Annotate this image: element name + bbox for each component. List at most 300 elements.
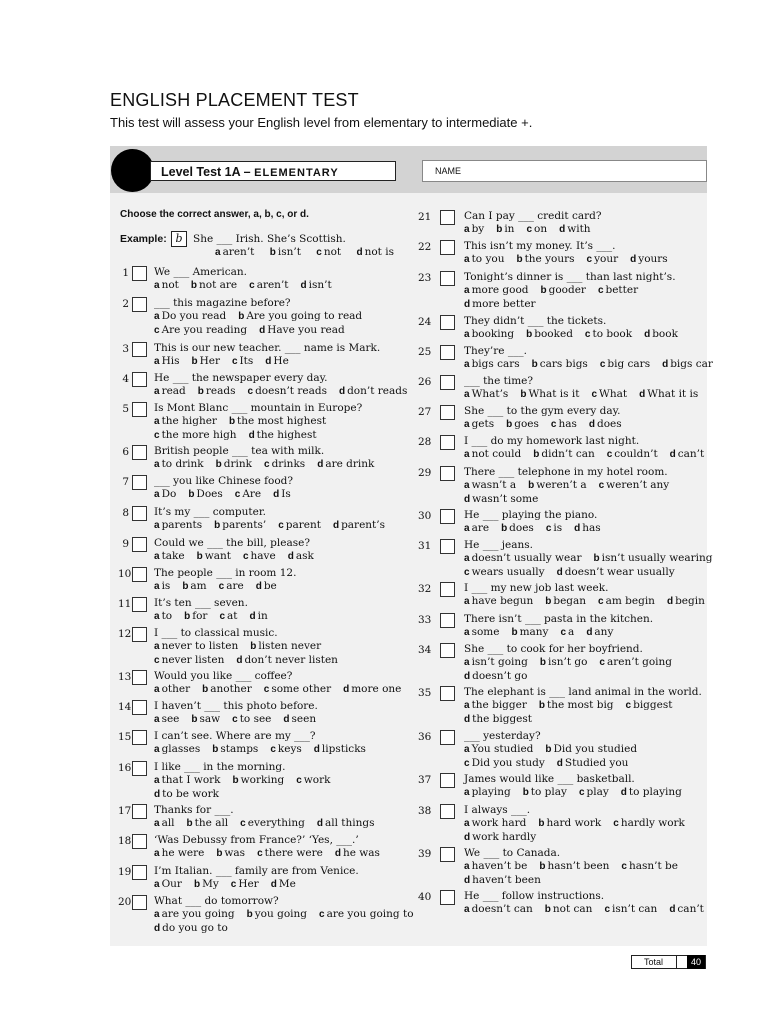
option-b[interactable]: b stamps (212, 743, 259, 755)
option-c[interactable]: c everything (240, 817, 305, 829)
option-a[interactable]: a read (154, 385, 186, 397)
option-text: are (226, 580, 244, 592)
option-a[interactable]: a by (464, 223, 485, 235)
answer-checkbox[interactable] (440, 405, 455, 420)
option-b[interactable]: b Did you studied (545, 743, 638, 755)
option-a[interactable]: a some (464, 626, 500, 638)
option-b[interactable]: b you going (246, 908, 307, 920)
option-a[interactable]: a to drink (154, 458, 204, 470)
option-text: Does (196, 488, 223, 500)
option-b[interactable]: b reads (197, 385, 236, 397)
option-a[interactable]: a Do you read (154, 310, 227, 322)
option-a[interactable]: a are (464, 522, 490, 534)
option-d[interactable]: d doesn’t go (464, 669, 528, 682)
option-d[interactable]: d yours (630, 253, 668, 265)
question-number: 29 (418, 467, 432, 479)
question-options (154, 488, 303, 502)
option-a[interactable]: a wasn’t a (464, 479, 517, 491)
option-c[interactable]: c have (242, 550, 276, 562)
option-text: is (161, 580, 171, 592)
answer-checkbox[interactable] (440, 686, 455, 701)
option-c[interactable]: c keys (270, 743, 302, 755)
answer-checkbox[interactable] (132, 761, 147, 776)
option-text: weren’t a (536, 479, 587, 491)
option-b[interactable]: b Are you going to read (238, 310, 363, 322)
option-b[interactable]: b the all (186, 817, 229, 829)
option-b[interactable]: b to play (522, 786, 567, 798)
option-d[interactable]: d work hardly (464, 830, 537, 843)
option-c[interactable]: c couldn’t (606, 448, 658, 460)
option-b[interactable]: b another (202, 683, 252, 695)
option-d[interactable]: d seen (283, 713, 317, 725)
option-b[interactable]: b want (196, 550, 231, 562)
option-text: isn’t going (471, 656, 528, 668)
option-d[interactable]: d do you go to (154, 921, 228, 934)
option-b[interactable]: b What is it (520, 388, 580, 400)
question-options (154, 279, 344, 293)
option-a[interactable]: a haven’t be (464, 860, 528, 872)
answer-checkbox[interactable] (132, 834, 147, 849)
option-text: has (582, 522, 601, 534)
page-subtitle: This test will assess your English level from elementary to intermediate +. (110, 115, 533, 130)
option-d[interactable]: d Studied you (556, 756, 629, 769)
example (120, 233, 410, 261)
question-options (154, 774, 342, 801)
option-c[interactable]: c parent (278, 519, 321, 531)
option-d[interactable]: d the highest (248, 428, 317, 441)
option-text: Me (278, 878, 296, 890)
option-d[interactable]: d don’t reads (338, 385, 408, 397)
question-options (154, 713, 328, 727)
option-text: booked (534, 328, 573, 340)
option-c[interactable]: c work (296, 774, 331, 786)
option-d[interactable]: d with (559, 223, 591, 235)
answer-checkbox[interactable] (132, 895, 147, 910)
total-label: Total (644, 957, 664, 967)
option-d[interactable]: d Have you read (259, 323, 345, 336)
option-c[interactable]: c to book (584, 328, 633, 340)
option-c[interactable]: c Are (234, 488, 262, 500)
option-a[interactable]: a to (154, 610, 173, 622)
option-c[interactable]: c biggest (625, 699, 673, 711)
answer-checkbox[interactable] (132, 297, 147, 312)
option-a[interactable]: a he were (154, 847, 205, 859)
option-a[interactable]: a never to listen (154, 640, 239, 652)
question-stem: Thanks for ___. (154, 804, 234, 816)
question-stem: He ___ playing the piano. (464, 509, 598, 521)
option-c[interactable]: c weren’t any (598, 479, 670, 491)
option-text: in (257, 610, 268, 622)
option-c[interactable]: c never listen (154, 653, 225, 666)
option-b[interactable]: b cars bigs (531, 358, 588, 370)
option-text: wasn’t some (472, 492, 539, 505)
question-number: 37 (418, 774, 432, 786)
answer-checkbox[interactable] (132, 342, 147, 357)
option-text: Her (238, 878, 259, 890)
question-stem: The elephant is ___ land animal in the world. (464, 686, 702, 698)
question-number: 39 (418, 848, 432, 860)
question-options (464, 223, 603, 237)
question-stem: Could we ___ the bill, please? (154, 537, 310, 549)
question-options (154, 415, 338, 442)
level-title (150, 161, 396, 181)
option-d[interactable]: d all things (316, 817, 375, 829)
option-c[interactable]: c on (526, 223, 548, 235)
option-a[interactable]: a the bigger (464, 699, 527, 711)
question-number: 5 (122, 403, 129, 415)
option-c[interactable]: c aren’t going (599, 656, 673, 668)
option-text: don’t reads (347, 385, 408, 397)
option-a[interactable]: a not (154, 279, 179, 291)
option-b[interactable]: b My (193, 878, 219, 890)
answer-checkbox[interactable] (440, 210, 455, 225)
option-c[interactable]: c Its (231, 355, 254, 367)
question-options (154, 683, 413, 697)
option-a[interactable]: a playing (464, 786, 511, 798)
answer-checkbox[interactable] (440, 315, 455, 330)
answer-checkbox[interactable] (132, 537, 147, 552)
option-text: gets (471, 418, 495, 430)
option-text: hardly work (620, 817, 685, 829)
option-c[interactable]: c are you going to (319, 908, 414, 920)
option-c[interactable]: c is (545, 522, 563, 534)
question-stem: I’m Italian. ___ family are from Venice. (154, 865, 359, 877)
option-text: have begun (471, 595, 534, 607)
answer-checkbox[interactable] (132, 597, 147, 612)
option-a[interactable]: a Do (154, 488, 177, 500)
answer-checkbox[interactable] (440, 375, 455, 390)
option-d[interactable]: d don’t never listen (236, 653, 338, 666)
option-b[interactable]: b Does (188, 488, 223, 500)
option-c[interactable]: c has (550, 418, 577, 430)
option-b[interactable]: b was (216, 847, 246, 859)
option-text: stamps (220, 743, 259, 755)
option-d[interactable]: d more better (464, 297, 536, 310)
answer-checkbox[interactable] (132, 266, 147, 281)
question-options (154, 640, 350, 667)
option-d[interactable]: d Is (273, 488, 291, 500)
option-d[interactable]: d the biggest (464, 712, 532, 725)
option-text: lipsticks (321, 743, 366, 755)
option-d[interactable]: d isn’t (300, 279, 332, 291)
answer-checkbox[interactable] (132, 700, 147, 715)
option-a[interactable]: a work hard (464, 817, 527, 829)
answer-checkbox[interactable] (132, 865, 147, 880)
question-stem: It’s my ___ computer. (154, 506, 267, 518)
answer-checkbox[interactable] (132, 627, 147, 642)
option-a[interactable]: a is (154, 580, 171, 592)
option-c[interactable]: c Her (230, 878, 259, 890)
option-b[interactable]: b the most highest (228, 415, 327, 427)
option-c[interactable]: c Are you reading (154, 323, 248, 336)
option-b[interactable]: b Her (191, 355, 220, 367)
option-b[interactable]: b listen never (250, 640, 322, 652)
option-b[interactable]: b hard work (538, 817, 602, 829)
option-a[interactable]: a the higher (154, 415, 217, 427)
option-d[interactable]: d He (265, 355, 289, 367)
option-d[interactable]: d can’t (669, 448, 705, 460)
option-a[interactable]: a to you (464, 253, 505, 265)
answer-checkbox[interactable] (440, 509, 455, 524)
option-text: see (161, 713, 180, 725)
option-d[interactable]: d lipsticks (313, 743, 366, 755)
option-c[interactable]: c the more high (154, 428, 237, 441)
option-b[interactable]: b the yours (516, 253, 575, 265)
option-a[interactable]: a see (154, 713, 180, 725)
question-stem: The people ___ in room 12. (154, 567, 297, 579)
question-stem: ‘Was Debussy from France?’ ‘Yes, ___.’ (154, 834, 359, 846)
option-c[interactable]: c Did you study (464, 756, 545, 769)
answer-checkbox[interactable] (440, 643, 455, 658)
question-number: 21 (418, 211, 432, 223)
option-c[interactable]: c at (219, 610, 238, 622)
option-text: does (596, 418, 622, 430)
option-b[interactable]: b weren’t a (528, 479, 587, 491)
option-d[interactable]: d to playing (620, 786, 682, 798)
option-b[interactable]: b saw (191, 713, 221, 725)
question-number: 14 (118, 701, 132, 713)
option-d[interactable]: d more one (343, 683, 402, 695)
option-c[interactable]: c there were (257, 847, 323, 859)
question-number: 8 (122, 507, 129, 519)
option-c[interactable]: c isn’t can (604, 903, 658, 915)
answer-checkbox[interactable] (440, 804, 455, 819)
option-text: hard work (546, 817, 602, 829)
option-b[interactable]: b many (511, 626, 549, 638)
option-text: all things (324, 817, 375, 829)
answer-checkbox[interactable] (440, 613, 455, 628)
answer-checkbox[interactable] (132, 730, 147, 745)
option-d[interactable]: d can’t (669, 903, 704, 915)
option-a[interactable]: a glasses (154, 743, 201, 755)
option-b[interactable]: b working (232, 774, 285, 786)
option-a[interactable]: a are you going (154, 908, 235, 920)
option-d[interactable]: d to be work (154, 787, 219, 800)
option-text: does (509, 522, 534, 534)
question-options (464, 522, 613, 536)
option-d[interactable]: d Me (270, 878, 296, 890)
option-d[interactable]: d any (586, 626, 614, 638)
answer-checkbox[interactable] (132, 402, 147, 417)
question-stem: They’re ___. (464, 345, 527, 357)
answer-checkbox[interactable] (440, 345, 455, 360)
option-a[interactable]: a booking (464, 328, 515, 340)
option-a[interactable]: a gets (464, 418, 495, 430)
question-stem: This isn’t my money. It’s ___. (464, 240, 616, 252)
option-b[interactable]: b didn’t can (533, 448, 595, 460)
option-b[interactable]: b goes (506, 418, 539, 430)
option-text: doesn’t wear usually (564, 565, 675, 578)
option-a[interactable]: a parents (154, 519, 203, 531)
option-c[interactable]: c hasn’t be (621, 860, 678, 872)
option-a[interactable]: a doesn’t usually wear (464, 552, 582, 564)
option-text: He (273, 355, 289, 367)
option-text: some (471, 626, 500, 638)
option-b[interactable]: b hasn’t been (539, 860, 610, 872)
answer-checkbox[interactable] (440, 847, 455, 862)
option-b[interactable]: b booked (526, 328, 573, 340)
option-d[interactable]: d doesn’t wear usually (556, 565, 675, 578)
option-d[interactable]: d has (574, 522, 601, 534)
option-text: can’t (677, 903, 704, 915)
option-d[interactable]: d book (644, 328, 678, 340)
option-b[interactable]: b for (184, 610, 208, 622)
option-b[interactable]: b am (182, 580, 207, 592)
question-stem: She ___ to cook for her boyfriend. (464, 643, 643, 655)
option-c[interactable]: c aren’t (249, 279, 289, 291)
option-a[interactable]: a all (154, 817, 175, 829)
question-number: 16 (118, 762, 132, 774)
option-b[interactable]: b isn’t usually wearing (593, 552, 713, 564)
answer-checkbox[interactable] (132, 567, 147, 582)
option-d[interactable]: d be (255, 580, 277, 592)
option-a[interactable]: a isn’t going (464, 656, 528, 668)
option-text: doesn’t reads (255, 385, 327, 397)
answer-checkbox[interactable] (440, 539, 455, 554)
option-text: can’t (677, 448, 705, 460)
option-text: wasn’t a (471, 479, 517, 491)
option-a[interactable]: a more good (464, 284, 529, 296)
question-options (464, 253, 680, 267)
level-title-text: Level Test 1A – (161, 165, 255, 179)
option-text: never to listen (161, 640, 239, 652)
option-b[interactable]: b not can (544, 903, 593, 915)
option-d[interactable]: d bigs car (662, 358, 713, 370)
option-text: many (519, 626, 549, 638)
option-text: Her (199, 355, 220, 367)
option-a[interactable]: a take (154, 550, 185, 562)
option-text: big cars (607, 358, 651, 370)
option-b[interactable]: b does (501, 522, 534, 534)
option-text: are drink (325, 458, 375, 470)
option-b[interactable]: b the most big (538, 699, 614, 711)
option-a[interactable]: a You studied (464, 743, 534, 755)
answer-checkbox[interactable] (132, 475, 147, 490)
option-text: not are (198, 279, 238, 291)
question-options (464, 284, 650, 311)
option-c[interactable]: c play (578, 786, 609, 798)
option-d[interactable]: d are drink (317, 458, 375, 470)
option-d[interactable]: d haven’t been (464, 873, 541, 886)
option-d[interactable]: d What it is (639, 388, 699, 400)
question-options (154, 310, 374, 337)
option-c[interactable]: c What (591, 388, 628, 400)
option-text: ask (295, 550, 314, 562)
option-text: the more high (161, 428, 237, 441)
question-number: 2 (122, 298, 129, 310)
option-text: saw (199, 713, 221, 725)
question-options (464, 786, 694, 800)
option-text: You studied (471, 743, 534, 755)
answer-checkbox[interactable] (440, 435, 455, 450)
option-b[interactable]: b not are (190, 279, 238, 291)
option-c[interactable]: c am begin (598, 595, 655, 607)
option-d[interactable]: d begin (666, 595, 705, 607)
option-b[interactable]: b began (545, 595, 587, 607)
question-stem: This is our new teacher. ___ name is Mark. (154, 342, 381, 354)
option-text: goes (514, 418, 539, 430)
option-c[interactable]: c to see (232, 713, 272, 725)
option-a[interactable]: a not could (464, 448, 522, 460)
option-a[interactable]: a other (154, 683, 191, 695)
answer-checkbox[interactable] (132, 804, 147, 819)
answer-checkbox[interactable] (440, 240, 455, 255)
name-field[interactable] (422, 160, 707, 182)
option-b[interactable]: b in (496, 223, 515, 235)
option-d[interactable]: d he was (334, 847, 380, 859)
option-text: another (210, 683, 252, 695)
option-b[interactable]: b gooder (540, 284, 586, 296)
option-a[interactable]: a bigs cars (464, 358, 520, 370)
option-text: you going (254, 908, 307, 920)
answer-checkbox[interactable] (440, 271, 455, 286)
option-a[interactable]: a doesn’t can (464, 903, 533, 915)
option-a[interactable]: a Our (154, 878, 182, 890)
answer-checkbox[interactable] (440, 890, 455, 905)
option-b[interactable]: b drink (215, 458, 253, 470)
option-c[interactable]: c better (597, 284, 639, 296)
question-stem: I ___ to classical music. (154, 627, 278, 639)
option-b[interactable]: b isn’t go (539, 656, 588, 668)
question-stem: ___ the time? (464, 375, 533, 387)
question-number: 13 (118, 671, 132, 683)
answer-checkbox[interactable] (440, 582, 455, 597)
option-a[interactable]: a His (154, 355, 180, 367)
answer-checkbox[interactable] (132, 506, 147, 521)
option-a[interactable]: a that I work (154, 774, 221, 786)
option-text: doesn’t can (471, 903, 533, 915)
option-d[interactable]: d ask (287, 550, 314, 562)
question-stem: They didn’t ___ the tickets. (464, 315, 607, 327)
option-c[interactable]: c are (218, 580, 244, 592)
question-options (154, 847, 392, 861)
option-c[interactable]: c wears usually (464, 565, 545, 578)
question-number: 26 (418, 376, 432, 388)
option-text: take (161, 550, 185, 562)
option-b[interactable]: b parents’ (214, 519, 267, 531)
option-c[interactable]: c your (586, 253, 619, 265)
option-c[interactable]: c doesn’t reads (247, 385, 327, 397)
option-d[interactable]: d does (588, 418, 622, 430)
option-text: drink (223, 458, 253, 470)
option-c[interactable]: c hardly work (613, 817, 685, 829)
answer-checkbox[interactable] (440, 730, 455, 745)
option-d[interactable]: d parent’s (332, 519, 386, 531)
option-d[interactable]: d wasn’t some (464, 492, 539, 505)
option-c[interactable]: c a (560, 626, 575, 638)
option-text: are you going to (326, 908, 414, 920)
answer-checkbox[interactable] (132, 670, 147, 685)
option-text: Is (281, 488, 291, 500)
option-text: Did you study (471, 756, 545, 769)
answer-checkbox[interactable] (132, 445, 147, 460)
question-stem: He ___ jeans. (464, 539, 534, 551)
option-text: Have you read (267, 323, 345, 336)
option-text: isn’t (308, 279, 332, 291)
option-d[interactable]: d in (249, 610, 268, 622)
option-a[interactable]: a What’s (464, 388, 509, 400)
question-number: 11 (118, 598, 132, 610)
answer-checkbox[interactable] (440, 466, 455, 481)
question-options (154, 908, 426, 935)
option-a[interactable]: a have begun (464, 595, 534, 607)
answer-checkbox[interactable] (132, 372, 147, 387)
answer-checkbox[interactable] (440, 773, 455, 788)
option-c[interactable]: c big cars (599, 358, 651, 370)
option-c[interactable]: c some other (263, 683, 332, 695)
option-c[interactable]: c drinks (264, 458, 306, 470)
question-number: 18 (118, 835, 132, 847)
